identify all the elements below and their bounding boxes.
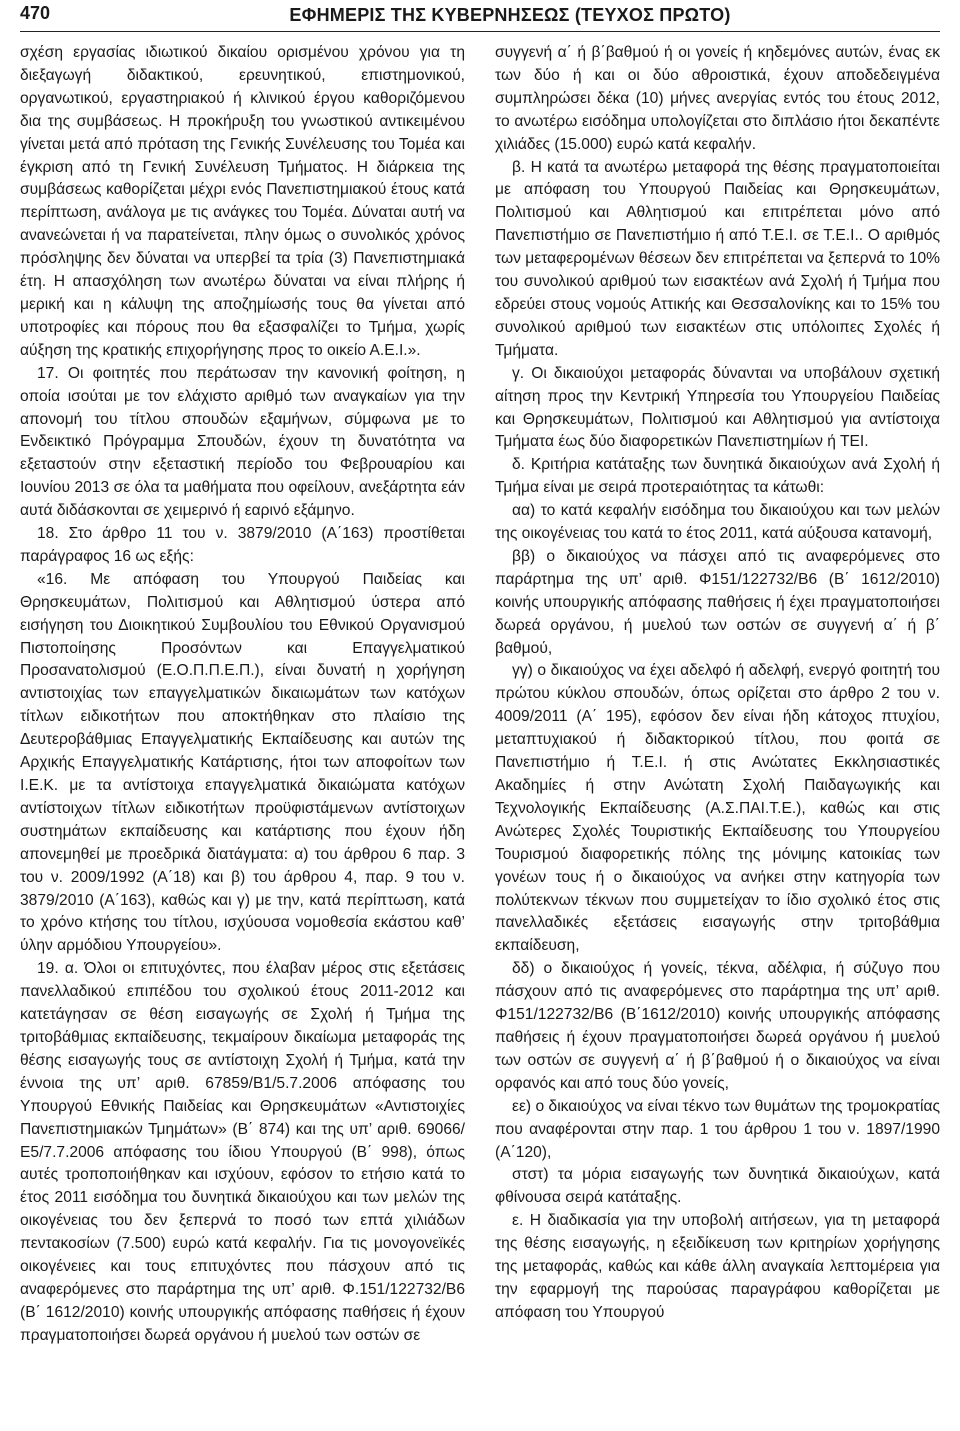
paragraph: σχέση εργασίας ιδιωτικού δικαίου ορισμένου χρόνου για τη διεξαγωγή διδακτικού, ερευνητικού, επιστημονικού, οργανωτικού, εργαστηριακού ή κλινικού έργου καθοριζόμενου δια της συμβάσεως. Η προκήρυξη του γνωστικού αντικειμένου γίνεται μετά από πρόταση της Γενικής Συνέλευσης του Τομέα και έγκριση από τη Γενική Συνέλευση Τμήματος. Η διάρκεια της συμβάσεως καθορίζεται μέχρι ενός Πανεπιστημιακού έτους κατά περίπτωση, ανάλογα με τις ανάγκες του Τομέα. Δύναται αυτή να ανανεώνεται ή να παρατείνεται, πλην όμως ο συνολικός χρόνος πρόσληψης δεν δύναται να υπερβεί τα τρία (3) Πανεπιστημιακά έτη. Η απασχόληση των ανωτέρω δύναται να είναι πλήρης ή μερική και η κάλυψη της αποζημίωσής τους θα γίνεται από υποτροφίες και πόρους που θα εξασφαλίζει το Τμήμα, χωρίς αύξηση της κρατικής επιχορήγησης προς το οικείο Α.Ε.Ι.».: [20, 44, 465, 359]
paragraph: εε) ο δικαιούχος να είναι τέκνο των θυμάτων της τρομοκρατίας που αναφέρονται στην παρ. 1 του άρθρου 1 του ν. 1897/1990 (Α΄120),: [495, 1097, 940, 1161]
gazette-title: ΕΦΗΜΕΡΙΣ ΤΗΣ ΚΥΒΕΡΝΗΣΕΩΣ (ΤΕΥΧΟΣ ΠΡΩΤΟ): [289, 4, 731, 25]
paragraph: δδ) ο δικαιούχος ή γονείς, τέκνα, αδέλφια, ή σύζυγο που πάσχουν από τις αναφερόμενες στο παράρτημα της υπ’ αριθ. Φ151/122732/Β6 (Β΄1612/2010) κοινής υπουργικής απόφασης παθήσεις ή έχουν πραγματοποιήσει δωρεά οργάνου ή μυελού των οστών σε συγγενή α΄ ή β΄βαθμού ή ο δικαιούχος να είναι ορφανός και από τους δύο γονείς,: [495, 960, 940, 1092]
paragraph: ε. Η διαδικασία για την υποβολή αιτήσεων, για τη μεταφορά της θέσης εισαγωγής, η εξειδίκευση των κριτηρίων χορήγησης της μεταφοράς, καθώς και κάθε άλλη αναγκαία λεπτομέρεια για την εφαρμογή της παρούσας παραγράφου καθορίζεται με απόφαση του Υπουργού: [495, 1212, 940, 1321]
paragraph: β. Η κατά τα ανωτέρω μεταφορά της θέσης πραγματοποιείται με απόφαση του Υπουργού Παιδείας και Θρησκευμάτων, Πολιτισμού και Αθλητισμού και επιτρέπεται μόνο από Πανεπιστήμιο σε Πανεπιστήμιο ή από Τ.Ε.Ι. σε Τ.Ε.Ι.. Ο αριθμός των μεταφερομένων θέσεων δεν επιτρέπεται να ξεπερνά το 10% του συνολικού αριθμού των εισακτέων ανά Σχολή ή Τμήμα που εδρεύει στους νομούς Αττικής και Θεσσαλονίκης και το 15% του συνολικού αριθμού των εισακτέων στις υπόλοιπες Σχολές ή Τμήματα.: [495, 158, 940, 359]
paragraph: συγγενή α΄ ή β΄βαθμού ή οι γονείς ή κηδεμόνες αυτών, ένας εκ των δύο ή και οι δύο αθροιστικά, έχουν αποδεδειγμένα συμπληρώσει δέκα (10) μήνες ανεργίας εντός του έτους 2012, το ανωτέρω εισόδημα υπολογίζεται στο διπλάσιο ήτοι δεκαπέντε χιλιάδες (15.000) ευρώ κατά κεφαλήν.: [495, 44, 940, 153]
page-header: [20, 0, 940, 30]
paragraph: ββ) ο δικαιούχος να πάσχει από τις αναφερόμενες στο παράρτημα της υπ’ αριθ. Φ151/122732/Β6 (Β΄ 1612/2010) κοινής υπουργικής απόφασης παθήσεις ή έχει πραγματοποιήσει δωρεά οργάνου, ή μυελού των οστών σε συγγενή α΄ ή β΄ βαθμού,: [495, 547, 940, 657]
paragraph: στστ) τα μόρια εισαγωγής των δυνητικά δικαιούχων, κατά φθίνουσα σειρά κατάταξης.: [495, 1166, 940, 1207]
paragraph: 17. Οι φοιτητές που περάτωσαν την κανονική φοίτηση, η οποία ισούται με τον ελάχιστο αριθμό των αναγκαίων για την απονομή του τίτλου σπουδών εξαμήνων, σύμφωνα με το Ενδεικτικό Πρόγραμμα Σπουδών, έχουν τη δυνατότητα να εξεταστούν στην εξεταστική περίοδο του Φεβρουαρίου και Ιουνίου 2013 σε όλα τα μαθήματα που οφείλουν, ανεξάρτητα εάν αυτά διδάσκονται σε χειμερινό ή εαρινό εξάμηνο.: [20, 364, 465, 520]
page-number: 470: [20, 3, 51, 23]
paragraph: 18. Στο άρθρο 11 του ν. 3879/2010 (Α΄163) προστίθεται παράγραφος 16 ως εξής:: [20, 525, 465, 565]
paragraph: δ. Κριτήρια κατάταξης των δυνητικά δικαιούχων ανά Σχολή ή Τμήμα είναι με σειρά προτεραιότητας τα κάτωθι:: [495, 456, 940, 497]
paragraph: γγ) ο δικαιούχος να έχει αδελφό ή αδελφή, ενεργό φοιτητή του πρώτου κύκλου σπουδών, όπως ορίζεται στο άρθρο 2 του ν. 4009/2011 (Α΄ 195), εφόσον δεν είναι ήδη κάτοχος πτυχίου, μεταπτυχιακού ή διδακτορικού τίτλου, που φοιτά σε Πανεπιστήμιο ή Τ.Ε.Ι. ή στις Ανώτατες Εκκλησιαστικές Ακαδημίες ή στην Ανώτατη Σχολή Παιδαγωγικής και Τεχνολογικής Εκπαίδευσης (Α.Σ.ΠΑΙ.Τ.Ε.), καθώς και στις Ανώτερες Σχολές Τουριστικής Εκπαίδευσης του Υπουργείου Τουρισμού διαφορετικής πόλης της μόνιμης κατοικίας των γονέων τους ή ο δικαιούχος να ανήκει στην κατηγορία των πολύτεκνων τέκνων που συμμετείχαν το ίδιο σχολικό έτος στις πανελλαδικές εξετάσεις εισαγωγής στην τριτοβάθμια εκπαίδευση,: [495, 662, 940, 955]
paragraph: γ. Οι δικαιούχοι μεταφοράς δύνανται να υποβάλουν σχετική αίτηση προς την Κεντρική Υπηρεσία του Υπουργείου Παιδείας και Θρησκευμάτων, Πολιτισμού και Αθλητισμού για αντίστοιχα Τμήματα έως δύο διαφορετικών Πανεπιστημίων ή ΤΕΙ.: [495, 364, 940, 451]
left-column: [20, 42, 465, 1427]
header-rule: [20, 31, 940, 32]
paragraph: «16. Με απόφαση του Υπουργού Παιδείας και Θρησκευμάτων, Πολιτισμού και Αθλητισμού ύστερα από εισήγηση του Διοικητικού Συμβουλίου του Εθνικού Οργανισμού Πιστοποίησης Προσόντων και Επαγγελματικού Προσανατολισμού (Ε.Ο.Π.Π.Ε.Π.), είναι δυνατή η χορήγηση αντιστοιχίας των επαγγελματικών δικαιωμάτων των κατόχων τίτλων ειδικοτήτων που αποκτήθηκαν στο πλαίσιο της Δευτεροβάθμιας Επαγγελματικής Εκπαίδευσης και αυτών της Αρχικής Επαγγελματικής Κατάρτισης, ήτοι των αποφοίτων των Ι.Ε.Κ. με τα αντίστοιχα επαγγελματικά δικαιώματα κατόχων αντίστοιχων τίτλων ειδικοτήτων προϋφιστάμενων αντίστοιχων συστημάτων εκπαίδευσης και κατάρτισης που έχουν ήδη απονεμηθεί με προεδρικά διατάγματα: α) του άρθρου 6 παρ. 3 του ν. 2009/1992 (Α΄18) και β) του άρθρου 4, παρ. 9 του ν. 3879/2010 (Α΄163), καθώς και γ) με την, κατά περίπτωση, κατά το χρόνο κτήσης του τίτλου, ισχύουσα νομοθεσία εκάστου καθ’ ύλην αρμόδιου Υπουργείου».: [20, 570, 465, 955]
paragraph: 19. α. Όλοι οι επιτυχόντες, που έλαβαν μέρος στις εξετάσεις πανελλαδικού επιπέδου του σχολικού έτους 2011-2012 και κατετάγησαν σε θέση εισαγωγής σε Σχολή ή Τμήμα της τριτοβάθμιας εκπαίδευσης, τεκμαίρουν δικαίωμα μεταφοράς της θέσης εισαγωγής τους σε αντίστοιχη Σχολή ή Τμήμα, κατά την έννοια της υπ’ αριθ. 67859/Β1/5.7.2006 απόφασης του Υπουργού Εθνικής Παιδείας και Θρησκευμάτων «Αντιστοιχίες Πανεπιστημιακών Τμημάτων» (Β΄ 874) και της υπ’ αριθ. 69066/Ε5/7.7.2006 απόφασης του ίδιου Υπουργού (Β΄ 998), όπως αυτές τροποποιήθηκαν και ισχύουν, εφόσον το ετήσιο κατά το έτος 2011 εισόδημα του δυνητικά δικαιούχου και των μελών της οικογένειας του δεν ξεπερνά το ποσό των επτά χιλιάδων πεντακοσίων (7.500) ευρώ κατά κεφαλήν. Για τις μονογονεϊκές οικογένειες και τους επιτυχόντες που πάσχουν από τις αναφερόμενες στο παράρτημα της υπ’ αριθ. Φ.151/122732/Β6 (Β΄ 1612/2010) κοινής υπουργικής απόφασης παθήσεις ή έχουν πραγματοποιήσει δωρεά οργάνου ή μυελού των οστών σε: [20, 960, 465, 1344]
paragraph: αα) το κατά κεφαλήν εισόδημα του δικαιούχου και των μελών της οικογένειας του κατά το έτος 2011, κατά αύξουσα κατανομή,: [495, 502, 940, 543]
right-column: [495, 42, 940, 1427]
